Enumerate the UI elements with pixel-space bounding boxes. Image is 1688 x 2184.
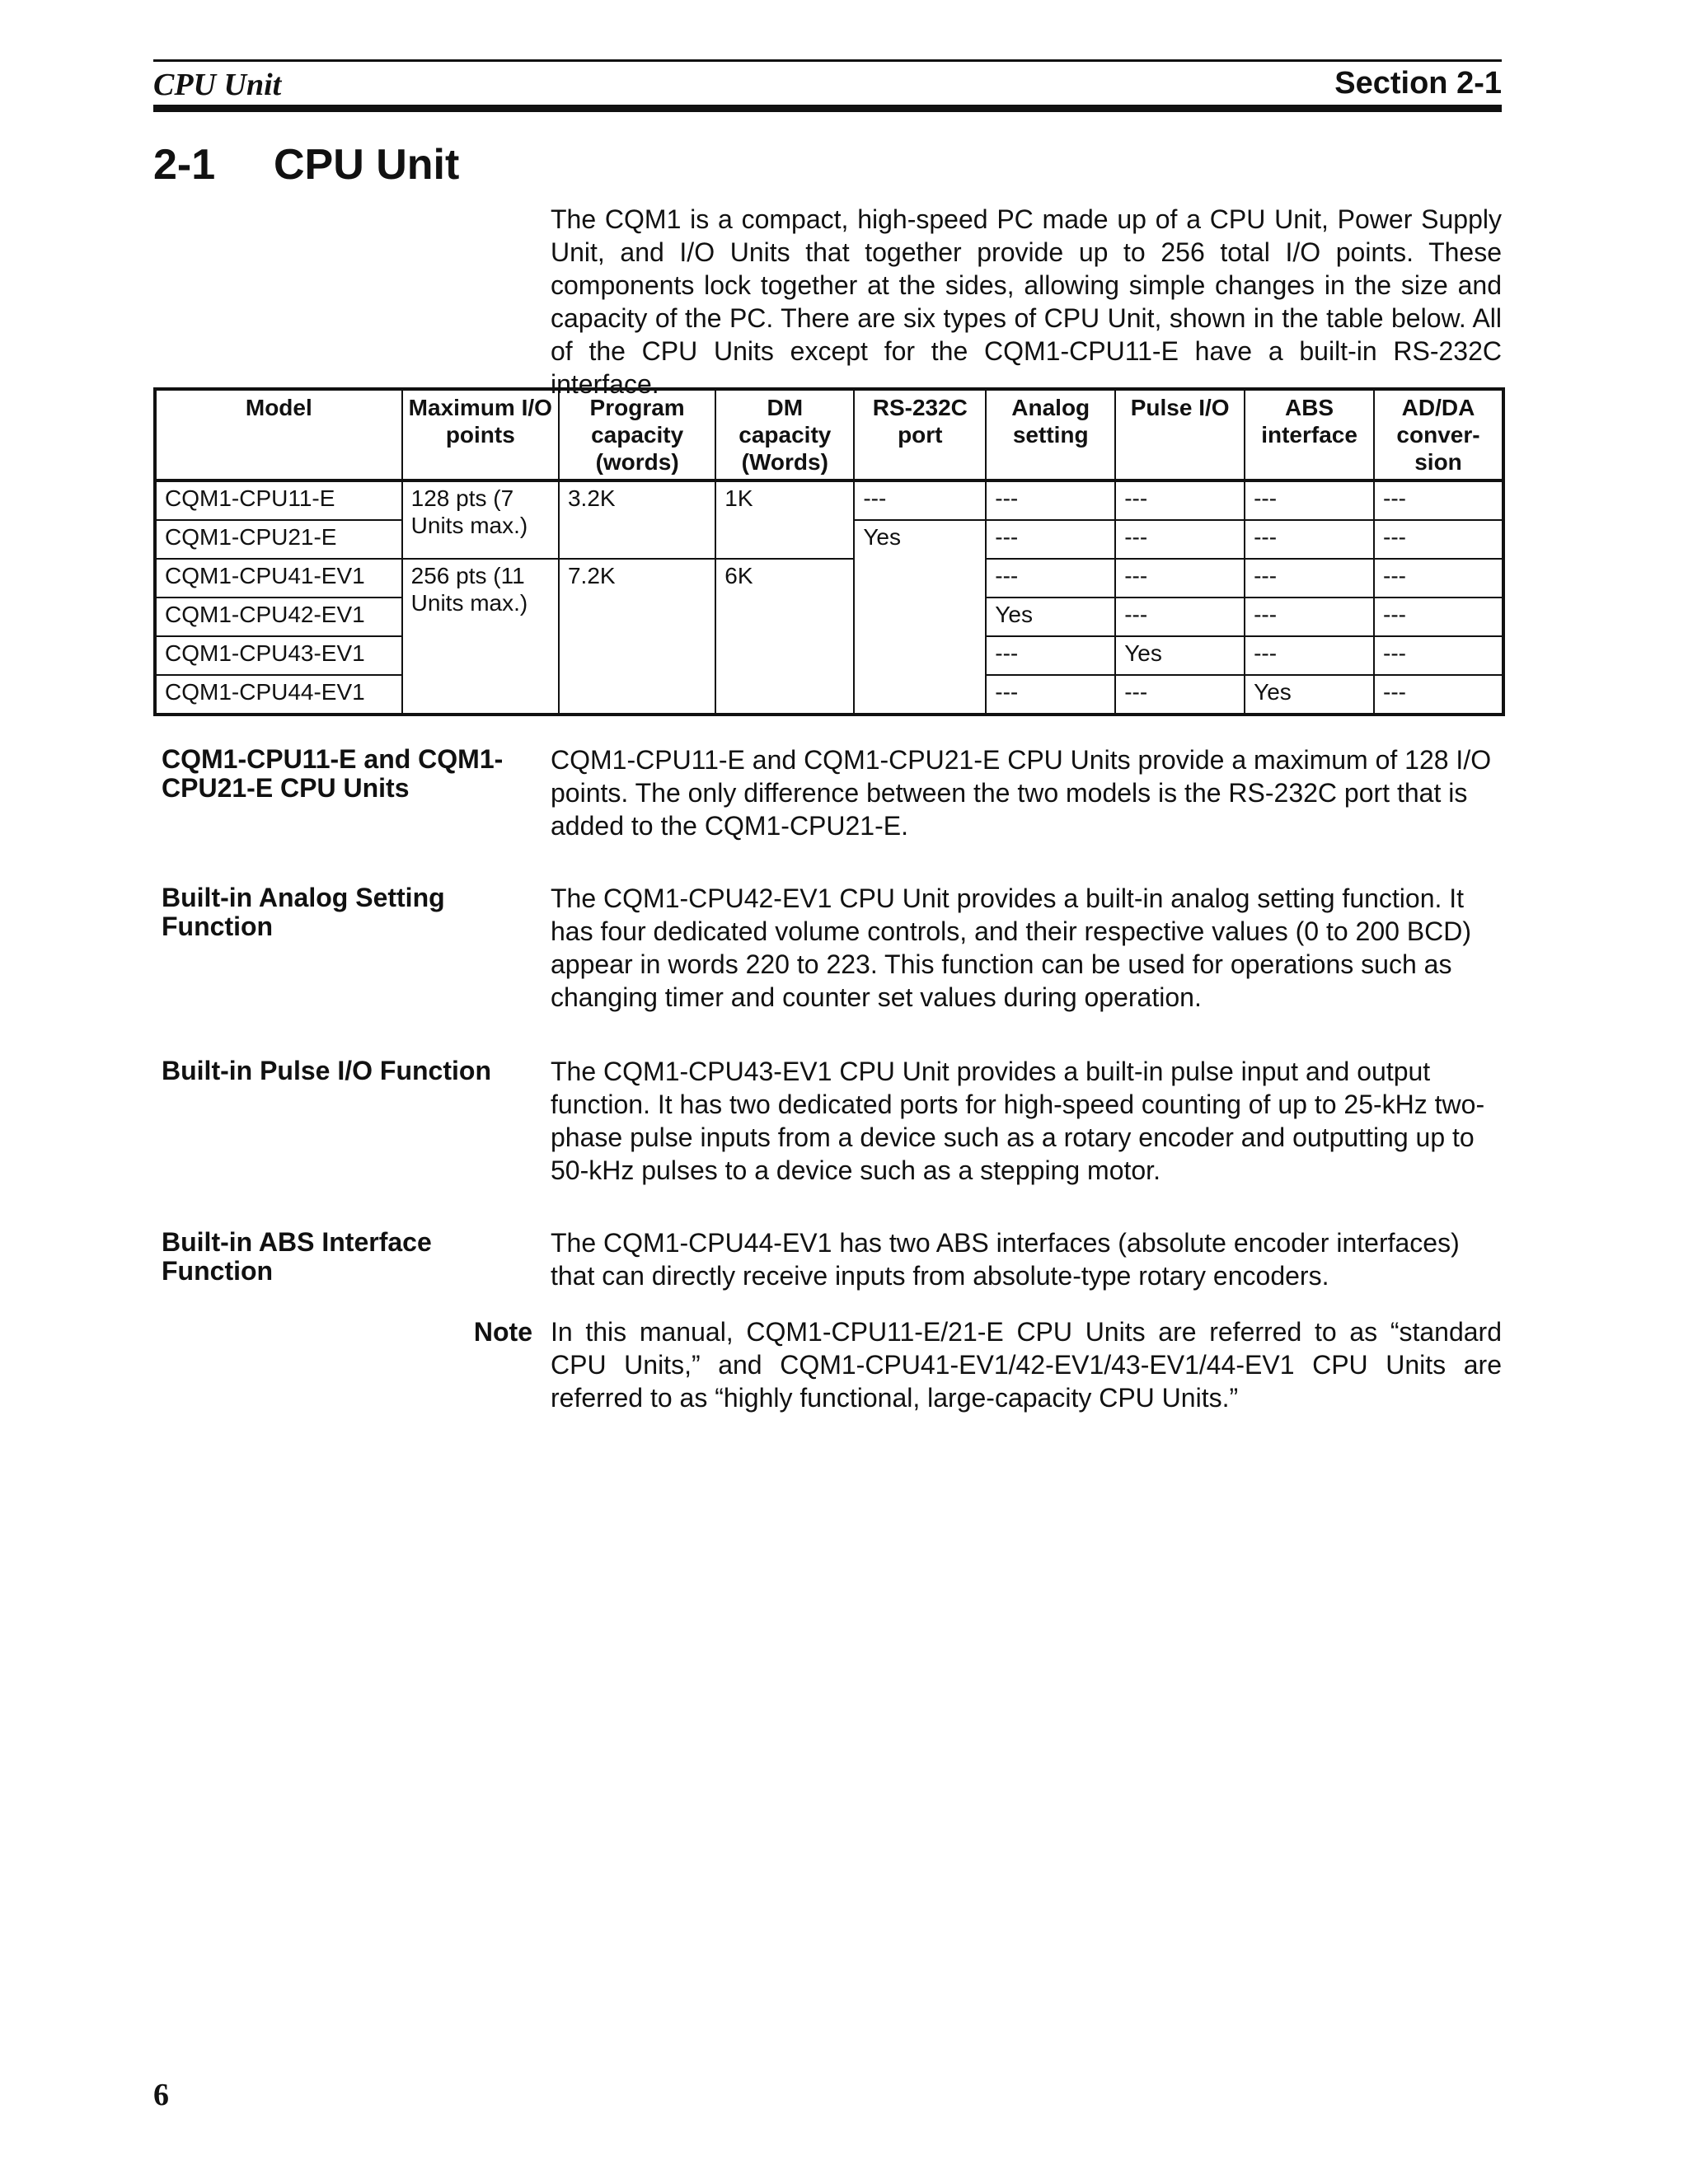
dm-capacity-cell: 1K	[715, 480, 854, 559]
table-row	[155, 559, 1503, 598]
header-chapter-title: CPU Unit	[153, 68, 282, 102]
abs-cell: ---	[1245, 559, 1374, 598]
note-text: In this manual, CQM1-CPU11-E/21-E CPU Units are referred to as “standard CPU Units,” and CQM1-CPU41-EV1/42-EV1/43-EV1/44-EV1 CPU Units are referred to as “highly functional, large-capacity CPU Units.”	[551, 1317, 1502, 1413]
program-capacity-cell: 3.2K	[559, 480, 715, 559]
paragraph-text: The CQM1-CPU44-EV1 has two ABS interfaces (absolute encoder interfaces) that can directly receive inputs from absolute-type rotary encoders.	[551, 1228, 1460, 1291]
table-row	[155, 480, 1503, 520]
page-number: 6	[153, 2078, 169, 2112]
cpu-spec-table	[153, 387, 1505, 716]
adda-cell: ---	[1374, 675, 1503, 715]
paragraph-text: The CQM1-CPU42-EV1 CPU Unit provides a built-in analog setting function. It has four dedicated volume controls, and their respective values (0 to 200 BCD) appear in words 220 to 223. This function can be used for operations such as changing timer and counter set values during operation.	[551, 883, 1472, 1012]
rs232c-cell: Yes	[854, 520, 986, 715]
note-label: Note	[473, 1317, 532, 1347]
program-capacity-cell: 7.2K	[559, 559, 715, 715]
pulse-io-cell: Yes	[1115, 636, 1245, 675]
table-header-row	[155, 389, 1503, 480]
col-header-program-capacity: Program capacity (words)	[559, 389, 715, 480]
abs-cell: ---	[1245, 598, 1374, 636]
paragraph-text: CQM1-CPU11-E and CQM1-CPU21-E CPU Units provide a maximum of 128 I/O points. The only difference between the two models is the RS-232C port that is added to the CQM1-CPU21-E.	[551, 745, 1492, 841]
col-header-max-io: Maximum I/O points	[402, 389, 559, 480]
analog-cell: ---	[986, 636, 1115, 675]
side-heading-analog-setting: Built-in Analog Setting Function	[162, 883, 445, 941]
abs-cell: ---	[1245, 480, 1374, 520]
header-section-label: Section 2-1	[1334, 66, 1502, 101]
adda-cell: ---	[1374, 636, 1503, 675]
section-heading	[153, 140, 459, 190]
col-header-pulse-io: Pulse I/O	[1115, 389, 1245, 480]
pulse-io-cell: ---	[1115, 520, 1245, 559]
paragraph-abs-interface	[551, 1226, 1502, 1292]
max-io-cell: 256 pts (11 Units max.)	[402, 559, 559, 715]
col-header-rs232c: RS-232C port	[854, 389, 986, 480]
section-title-text: CPU Unit	[274, 141, 460, 189]
note-paragraph	[551, 1315, 1502, 1414]
abs-cell: Yes	[1245, 675, 1374, 715]
pulse-io-cell: ---	[1115, 675, 1245, 715]
intro-paragraph	[551, 203, 1502, 401]
model-cell: CQM1-CPU21-E	[155, 520, 402, 559]
side-heading-abs-interface: Built-in ABS Interface Function	[162, 1227, 432, 1286]
side-heading-cpu11-cpu21: CQM1-CPU11-E and CQM1-CPU21-E CPU Units	[162, 744, 504, 803]
paragraph-text: The CQM1-CPU43-EV1 CPU Unit provides a built-in pulse input and output function. It has two dedicated ports for high-speed counting of up to 25-kHz two-phase pulse inputs from a device such as a rotary encoder and outputting up to 50-kHz pulses to a device such as a stepping motor.	[551, 1057, 1485, 1185]
col-header-dm-capacity: DM capacity (Words)	[715, 389, 854, 480]
section-number: 2-1	[153, 141, 216, 189]
paragraph-cpu11-cpu21	[551, 743, 1502, 842]
dm-capacity-cell: 6K	[715, 559, 854, 715]
running-header	[153, 59, 1502, 112]
adda-cell: ---	[1374, 598, 1503, 636]
rs232c-cell: ---	[854, 480, 986, 520]
adda-cell: ---	[1374, 520, 1503, 559]
adda-cell: ---	[1374, 480, 1503, 520]
pulse-io-cell: ---	[1115, 559, 1245, 598]
pulse-io-cell: ---	[1115, 480, 1245, 520]
model-cell: CQM1-CPU42-EV1	[155, 598, 402, 636]
abs-cell: ---	[1245, 520, 1374, 559]
col-header-analog: Analog setting	[986, 389, 1115, 480]
paragraph-pulse-io	[551, 1055, 1502, 1187]
model-cell: CQM1-CPU41-EV1	[155, 559, 402, 598]
model-cell: CQM1-CPU11-E	[155, 480, 402, 520]
paragraph-analog-setting	[551, 882, 1502, 1014]
analog-cell: ---	[986, 559, 1115, 598]
max-io-cell: 128 pts (7 Units max.)	[402, 480, 559, 559]
col-header-adda: AD/DA conver-sion	[1374, 389, 1503, 480]
analog-cell: Yes	[986, 598, 1115, 636]
col-header-abs: ABS interface	[1245, 389, 1374, 480]
intro-text: The CQM1 is a compact, high-speed PC made up of a CPU Unit, Power Supply Unit, and I/O Units that together provide up to 256 total I/O points. These components lock together at the sides, allowing simple changes in the size and capacity of the PC. There are six types of CPU Unit, shown in the table below. All of the CPU Units except for the CQM1-CPU11-E have a built-in RS-232C interface.	[551, 204, 1502, 399]
analog-cell: ---	[986, 520, 1115, 559]
col-header-model: Model	[155, 389, 402, 480]
abs-cell: ---	[1245, 636, 1374, 675]
model-cell: CQM1-CPU44-EV1	[155, 675, 402, 715]
adda-cell: ---	[1374, 559, 1503, 598]
analog-cell: ---	[986, 675, 1115, 715]
analog-cell: ---	[986, 480, 1115, 520]
model-cell: CQM1-CPU43-EV1	[155, 636, 402, 675]
side-heading-pulse-io: Built-in Pulse I/O Function	[162, 1056, 491, 1085]
pulse-io-cell: ---	[1115, 598, 1245, 636]
